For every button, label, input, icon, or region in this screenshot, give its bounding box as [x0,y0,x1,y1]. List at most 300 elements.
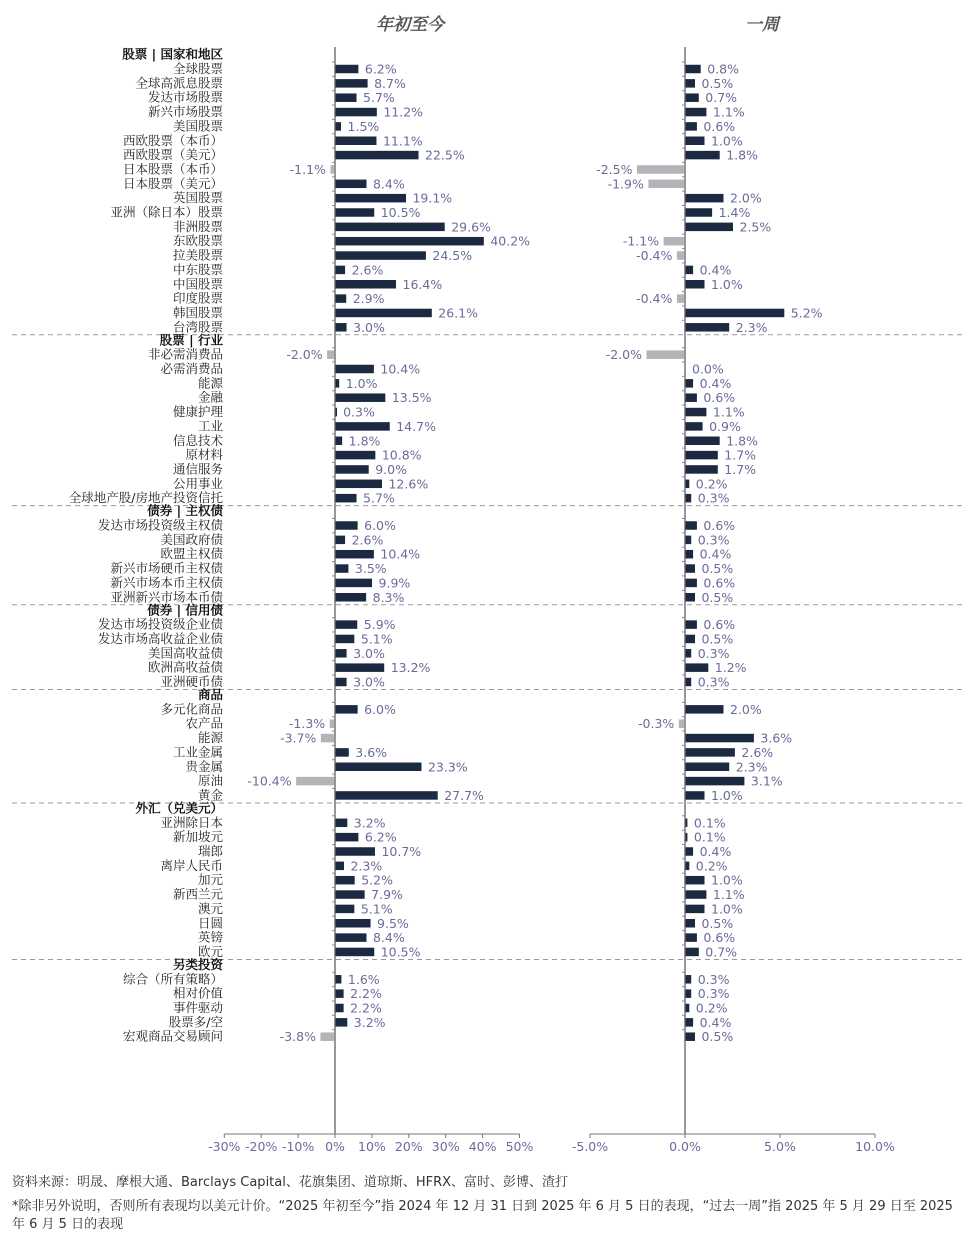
week-value-label: 1.1% [712,104,745,120]
week-bar [686,663,709,672]
ytd-bar [336,890,365,899]
week-value-label: 1.8% [726,433,758,449]
ytd-value-label: 10.8% [381,447,422,463]
week-value-label: 0.9% [709,418,741,434]
ytd-value-label: 16.4% [402,276,443,292]
ytd-value-label: 1.5% [347,118,380,134]
row-label: 农产品 [185,715,223,731]
ytd-bar [336,280,397,289]
week-bar [686,266,694,275]
week-value-label: 0.4% [699,546,732,562]
ytd-value-label: -3.8% [279,1029,316,1045]
ytd-bar [320,1032,334,1041]
group-header: 股票 | 国家和地区 [122,46,223,62]
ytd-value-label: 29.6% [451,219,491,235]
week-bar [686,480,690,489]
week-bar [679,719,685,728]
ytd-value-label: 5.2% [361,872,393,888]
week-value-label: 0.5% [701,631,734,647]
week-bar [686,579,697,588]
ytd-bar [336,180,367,189]
row-label: 台湾股票 [172,319,223,335]
ytd-bar [330,719,335,728]
row-label: 股票多/空 [168,1014,223,1030]
week-bar [686,1018,694,1027]
week-bar [686,536,692,545]
ytd-bar [336,919,371,928]
ytd-bar [336,989,344,998]
row-label: 美国股票 [172,118,223,134]
week-bar [637,165,685,174]
ytd-bar [336,678,347,687]
ytd-value-label: 9.5% [377,915,409,931]
row-label: 中东股票 [172,261,223,277]
row-label: 多元化商品 [160,701,223,717]
ytd-bar [336,309,432,318]
week-value-label: 1.1% [712,404,745,420]
ytd-value-label: 0.3% [343,404,375,420]
ytd-value-label: 5.9% [363,617,396,633]
ytd-value-label: 3.5% [354,561,387,577]
week-value-label: 0.3% [697,986,730,1002]
ytd-value-label: 8.7% [374,75,406,91]
week-bar [686,933,697,942]
row-label: 全球股票 [172,61,223,76]
week-bar [686,948,699,957]
week-value-label: 0.3% [697,645,730,661]
row-label: 瑞郎 [197,843,223,859]
ytd-value-label: 2.6% [351,262,384,278]
ytd-x-tick-label: 10% [358,1139,386,1154]
week-bar [686,137,705,146]
row-label: 美国高收益债 [147,645,223,661]
week-value-label: 1.0% [711,276,743,292]
row-label: 离岸人民币 [160,857,223,873]
week-value-label: 2.5% [739,219,772,235]
row-label: 加元 [197,872,223,888]
week-bar [686,1032,696,1041]
ytd-bar [336,422,390,431]
week-value-label: 0.5% [701,915,734,931]
ytd-bar [336,79,368,88]
week-bar [686,451,718,460]
week-bar [686,975,692,984]
row-label: 宏观商品交易顾问 [122,1028,223,1044]
ytd-bar [336,223,445,232]
week-value-label: 0.2% [695,476,728,492]
ytd-value-label: 2.6% [351,532,384,548]
week-value-label: -1.1% [622,233,660,249]
week-value-label: 0.7% [705,944,738,960]
row-label: 原油 [197,773,223,789]
ytd-bar [336,266,346,275]
week-bar [686,122,697,130]
row-label: 亚洲硬币债 [160,674,223,689]
week-x-tick-label: -5.0% [571,1139,609,1154]
ytd-bar [321,734,335,743]
ytd-bar [336,663,385,672]
week-value-label: 2.3% [735,319,768,335]
row-label: 英国股票 [172,190,223,206]
week-value-label: 1.8% [726,147,758,163]
week-value-label: 0.6% [703,390,736,406]
row-label: 能源 [197,730,223,746]
ytd-value-label: 3.0% [353,645,385,661]
row-label: 必需消费品 [160,361,223,376]
week-bar [686,309,785,318]
ytd-bar [336,465,369,474]
week-value-label: 0.4% [699,262,732,278]
week-value-label: 3.1% [750,773,783,789]
ytd-value-label: 9.9% [378,575,411,591]
ytd-value-label: 6.0% [364,701,396,717]
row-label: 新加坡元 [172,829,223,845]
ytd-bar [336,763,422,772]
ytd-bar [336,536,346,545]
week-x-tick-label: 10.0% [855,1139,895,1154]
group-header: 外汇（兑美元） [135,800,223,816]
ytd-bar [336,649,347,658]
ytd-value-label: 2.2% [350,986,382,1002]
ytd-bar [336,480,382,489]
week-value-label: -0.4% [636,291,673,307]
week-bar [686,635,696,644]
ytd-bar [336,975,342,984]
ytd-value-label: -10.4% [247,773,292,789]
ytd-bar [336,1004,344,1013]
week-bar [686,620,697,629]
row-label: 新兴市场股票 [147,104,223,120]
week-bar [686,919,696,928]
ytd-value-label: 5.1% [360,901,393,917]
ytd-value-label: -1.3% [288,716,326,732]
group-header: 股票 | 行业 [159,332,223,348]
week-value-label: -2.0% [605,347,642,363]
week-bar [686,819,688,828]
week-value-label: -2.5% [596,161,633,177]
row-label: 美国政府债 [160,531,223,547]
ytd-bar [336,294,347,303]
week-value-label: 0.6% [703,575,736,591]
row-label: 通信服务 [172,461,223,477]
ytd-value-label: 19.1% [412,190,453,206]
ytd-x-tick-label: 50% [505,1139,534,1154]
row-label: 东欧股票 [172,233,223,249]
ytd-value-label: 13.5% [391,390,432,406]
ytd-value-label: 6.0% [364,518,396,533]
week-value-label: 2.0% [730,701,762,717]
ytd-bar [336,365,374,374]
group-header: 债券 | 信用债 [147,602,223,618]
week-x-tick-label: 0.0% [669,1139,701,1154]
source-note: 资料来源：明晟、摩根大通、Barclays Capital、花旗集团、道琼斯、HFRX、富时、彭博、渣打 [12,1175,569,1190]
week-bar [647,350,685,359]
week-value-label: -0.3% [638,716,675,732]
ytd-bar [336,748,349,757]
ytd-value-label: 5.1% [360,631,393,647]
week-bar [677,251,685,259]
week-bar [686,437,720,446]
ytd-value-label: 10.4% [380,361,421,377]
week-value-label: 5.2% [790,305,823,321]
week-bar [686,862,690,871]
ytd-bar [336,408,338,417]
row-label: 健康护理 [172,404,223,420]
ytd-bar [336,122,342,130]
row-label: 日圆 [197,915,223,931]
week-value-label: 1.0% [711,872,743,888]
ytd-value-label: 3.2% [353,1014,386,1030]
ytd-value-label: -1.1% [289,161,326,177]
ytd-value-label: 5.7% [363,90,395,106]
ytd-bar [336,65,359,74]
ytd-value-label: 3.6% [355,744,388,760]
row-label: 贵金属 [185,758,223,774]
week-value-label: 0.4% [699,1014,732,1030]
ytd-value-label: 2.9% [352,291,385,307]
row-label: 全球地产股/房地产投资信托 [68,490,223,506]
ytd-bar [336,933,367,942]
ytd-bar [336,237,484,246]
ytd-bar [336,819,348,828]
ytd-bar [336,494,357,503]
ytd-bar [336,635,355,644]
week-value-label: 1.2% [714,660,747,676]
week-bar [686,223,734,232]
row-label: 日本股票（本币） [122,161,223,177]
ytd-value-label: 11.2% [383,104,424,120]
ytd-value-label: 3.0% [353,319,385,335]
row-label: 印度股票 [172,290,223,306]
week-value-label: -1.9% [607,176,644,192]
ytd-value-label: 11.1% [382,133,423,149]
week-bar [686,280,705,289]
week-bar [686,833,688,842]
group-header: 债券 | 主权债 [147,503,223,519]
ytd-value-label: 1.8% [348,433,381,449]
week-bar [686,422,703,431]
ytd-bar [336,593,367,602]
ytd-bar [336,393,386,402]
ytd-value-label: 6.2% [364,829,397,845]
ytd-bar [336,208,375,217]
ytd-bar [336,948,375,957]
row-label: 亚洲除日本 [160,814,223,830]
week-value-label: 1.7% [724,461,757,477]
ytd-value-label: 10.5% [380,205,421,220]
row-label: 黄金 [197,787,223,803]
ytd-bar [296,777,334,786]
ytd-bar [330,165,334,174]
row-label: 信息技术 [172,432,223,448]
week-value-label: 0.5% [701,75,734,91]
ytd-bar [336,379,340,388]
week-bar [686,550,694,559]
week-bar [686,79,696,88]
ytd-value-label: 7.9% [371,887,403,903]
ytd-bar [336,905,355,914]
week-value-label: 1.1% [712,887,745,903]
ytd-value-label: 6.2% [364,61,397,77]
week-value-label: 0.6% [703,617,736,633]
week-value-label: 0.5% [701,589,734,605]
ytd-x-tick-label: -20% [245,1139,278,1154]
row-label: 中国股票 [172,276,223,292]
row-label: 欧盟主权债 [160,546,223,562]
week-value-label: 0.4% [699,844,732,859]
row-label: 亚洲（除日本）股票 [110,204,223,220]
ytd-value-label: 13.2% [390,660,431,676]
week-value-label: 0.5% [701,1029,734,1045]
row-label: 相对价值 [172,985,223,1001]
week-value-label: 1.0% [711,133,743,149]
row-label: 新西兰元 [172,886,223,902]
panel-title-ytd: 年初至今 [376,15,444,35]
week-bar [686,208,713,217]
ytd-value-label: 10.7% [381,844,422,859]
row-label: 西欧股票（本币） [122,132,223,148]
ytd-bar [336,833,359,842]
footnote: *除非另外说明，否则所有表现均以美元计价。“2025 年初至今”指 2024 年 12 月 31 日到 2025 年 6 月 5 日的表现，“过去一周”指 2025 年 5 月 29 日至 2025 年 6 月 5 日的表现 [12,1199,953,1232]
ytd-x-tick-label: 40% [468,1139,497,1154]
ytd-value-label: 2.3% [350,858,383,874]
ytd-bar [336,876,355,885]
week-value-label: 0.3% [697,490,730,506]
ytd-x-tick-label: 20% [394,1139,423,1154]
row-label: 全球高派息股票 [135,75,223,91]
week-bar [686,521,697,530]
week-bar [677,294,685,303]
row-label: 欧洲高收益债 [147,659,223,675]
ytd-value-label: -2.0% [286,347,323,363]
week-value-label: 0.3% [697,674,730,690]
row-label: 发达市场投资级企业债 [97,616,223,632]
row-label: 西欧股票（美元） [122,147,223,163]
ytd-bar [336,521,358,530]
ytd-value-label: 23.3% [427,759,468,775]
ytd-value-label: 8.4% [372,930,405,946]
week-value-label: 0.1% [693,829,726,845]
row-label: 亚洲新兴市场本币债 [110,589,223,605]
ytd-value-label: 27.7% [444,787,484,803]
ytd-x-tick-label: 30% [431,1139,460,1154]
week-bar [686,108,707,117]
week-bar [686,408,707,417]
row-label: 能源 [197,375,223,391]
ytd-bar [336,251,426,259]
row-label: 发达市场投资级主权债 [97,517,223,533]
week-bar [686,876,705,885]
ytd-value-label: 8.3% [372,589,405,605]
week-value-label: 1.4% [718,205,751,220]
row-label: 韩国股票 [172,304,223,320]
ytd-value-label: -3.7% [280,730,317,746]
ytd-bar [336,791,438,800]
group-header: 商品 [197,687,223,702]
ytd-value-label: 3.0% [353,674,385,690]
week-bar [686,93,699,102]
ytd-value-label: 5.7% [363,490,395,506]
ytd-bar [327,350,334,359]
week-x-tick-label: 5.0% [764,1139,796,1154]
week-bar [686,194,724,203]
ytd-bar [336,194,406,203]
week-value-label: 3.6% [760,730,793,746]
week-value-label: 0.4% [699,375,732,391]
week-value-label: 0.2% [695,858,728,874]
week-bar [686,323,730,332]
ytd-bar [336,323,347,332]
week-value-label: -0.4% [636,248,673,264]
ytd-bar [336,451,376,460]
week-bar [686,678,692,687]
ytd-x-tick-label: 0% [325,1139,345,1154]
week-bar [686,593,696,602]
week-bar [686,393,697,402]
row-label: 日本股票（美元） [122,175,223,191]
week-bar [686,989,692,998]
row-label: 欧元 [197,943,223,959]
ytd-bar [336,579,373,588]
ytd-value-label: 3.2% [353,815,386,831]
ytd-value-label: 10.4% [380,546,421,562]
week-bar [686,65,701,74]
ytd-bar [336,550,374,559]
row-label: 新兴市场本币主权债 [110,574,223,590]
week-value-label: 0.8% [707,61,739,77]
ytd-bar [336,93,357,102]
week-bar [686,1004,690,1013]
ytd-value-label: 22.5% [425,147,465,163]
week-bar [686,905,705,914]
week-value-label: 1.0% [711,901,743,917]
week-bar [686,777,745,786]
week-value-label: 1.7% [724,447,757,463]
ytd-value-label: 2.2% [350,1000,382,1016]
week-value-label: 2.0% [730,190,762,206]
week-value-label: 0.6% [703,118,736,134]
week-value-label: 0.3% [697,971,730,987]
week-value-label: 0.1% [693,815,726,831]
ytd-bar [336,437,343,446]
ytd-bar [336,862,344,871]
week-bar [686,705,724,714]
week-bar [686,494,692,503]
row-label: 英镑 [197,929,223,945]
row-label: 综合（所有策略） [122,971,223,987]
row-label: 原材料 [185,447,223,463]
week-bar [686,748,735,757]
week-value-label: 0.7% [705,90,738,106]
week-bar [664,237,685,246]
ytd-value-label: 1.6% [347,971,380,987]
week-value-label: 0.0% [692,361,724,377]
ytd-value-label: 9.0% [375,461,407,477]
row-label: 事件驱动 [172,1000,223,1015]
week-value-label: 1.0% [711,787,743,803]
ytd-bar [336,620,358,629]
row-label: 发达市场股票 [147,89,223,105]
ytd-value-label: 12.6% [388,476,429,492]
ytd-bar [336,108,377,117]
week-bar [686,465,718,474]
row-label: 非洲股票 [172,218,223,234]
week-bar [686,890,707,899]
week-bar [686,791,705,800]
row-label: 工业 [197,418,223,434]
ytd-bar [336,151,419,160]
week-bar [686,379,694,388]
